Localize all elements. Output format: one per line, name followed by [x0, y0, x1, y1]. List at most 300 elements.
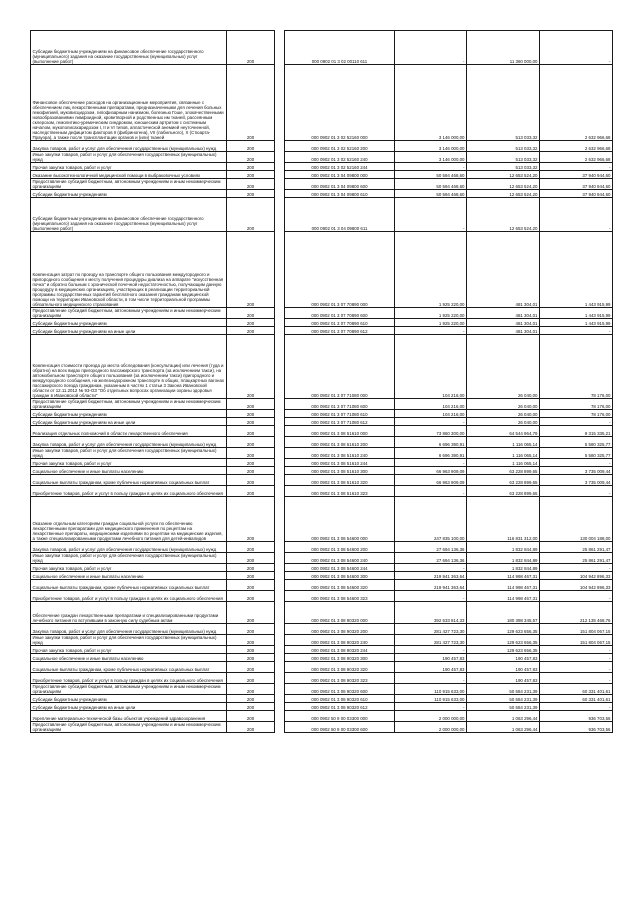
- row-unexecuted-cell: 78 176,00: [540, 399, 613, 410]
- row-code-cell: 200: [227, 335, 275, 399]
- row-kbk-cell: 000 0902 01 3 08 51610 200: [285, 437, 395, 448]
- row-code-cell: 200: [227, 467, 275, 475]
- row-kbk-cell: 000 0902 01 3 04 09800 000: [285, 171, 395, 179]
- row-kbk-cell: 000 0902 01 3 08 54600 000: [285, 497, 395, 542]
- row-name-cell: Субсидии бюджетным учреждениям на иные цели: [31, 418, 227, 426]
- row-unexecuted-cell: 37 940 944,60: [540, 190, 613, 198]
- row-unexecuted-cell: 3 735 009,44: [540, 467, 613, 475]
- row-gap-cell: [275, 695, 285, 703]
- row-code-cell: 200: [227, 152, 275, 163]
- row-approved-cell: 2 000 000,00: [395, 722, 467, 733]
- row-approved-cell: 50 594 468,60: [395, 179, 467, 190]
- row-unexecuted-cell: -: [540, 418, 613, 426]
- row-code-cell: 200: [227, 602, 275, 624]
- row-kbk-cell: 000 0902 01 3 08 90320 320: [285, 662, 395, 673]
- row-name-cell: Компенсация затрат по проезду на транспорте общего пользования междугородного и пригородного сообщения к месту получения процедуры диализа на аппарате "искусственная почка" и обратно больным с хронической почечной недостаточностью, получающим данную процедуру в медицинских организациях, участвующих в реализации территориальной программы государственных гарантий бесплатного оказания гражданам медицинской помощи на территории Ивановской области, в том числе территориальной программы обязательного медицинского страхования: [31, 232, 227, 308]
- row-code-cell: 200: [227, 635, 275, 646]
- row-approved-cell: 219 941 363,64: [395, 572, 467, 580]
- row-code-cell: 200: [227, 486, 275, 497]
- row-gap-cell: [275, 141, 285, 152]
- row-unexecuted-cell: 1 443 915,99: [540, 319, 613, 327]
- row-executed-cell: 190 457,83: [467, 654, 540, 662]
- row-kbk-cell: 000 0902 01 3 08 54600 300: [285, 572, 395, 580]
- row-executed-cell: 11 360 000,00: [467, 31, 540, 65]
- row-executed-cell: 63 228 899,65: [467, 475, 540, 486]
- row-gap-cell: [275, 580, 285, 591]
- row-executed-cell: 64 544 964,79: [467, 426, 540, 437]
- row-executed-cell: 1 063 296,44: [467, 711, 540, 722]
- row-code-cell: 200: [227, 497, 275, 542]
- row-approved-cell: -: [395, 486, 467, 497]
- row-unexecuted-cell: 104 942 896,33: [540, 580, 613, 591]
- row-executed-cell: 26 040,00: [467, 399, 540, 410]
- row-code-cell: 200: [227, 190, 275, 198]
- row-code-cell: 200: [227, 171, 275, 179]
- row-kbk-cell: 000 0902 01 3 02 52160 244: [285, 163, 395, 171]
- table-row: [31, 198, 613, 232]
- row-executed-cell: 481 304,01: [467, 327, 540, 335]
- row-unexecuted-cell: -: [540, 703, 613, 711]
- row-kbk-cell: 000 0902 01 3 08 90320 300: [285, 654, 395, 662]
- row-unexecuted-cell: -: [540, 163, 613, 171]
- row-approved-cell: 66 963 909,09: [395, 467, 467, 475]
- row-approved-cell: 190 457,83: [395, 654, 467, 662]
- row-kbk-cell: 000 0902 01 3 08 51610 323: [285, 486, 395, 497]
- table-row: [31, 31, 613, 65]
- table-row: [31, 459, 613, 467]
- table-row: [31, 654, 613, 662]
- row-kbk-cell: 000 0902 01 3 08 51610 000: [285, 426, 395, 437]
- row-code-cell: 200: [227, 580, 275, 591]
- row-name-cell: Приобретение товаров, работ и услуг в пользу граждан в целях их социального обеспечения: [31, 591, 227, 602]
- row-code-cell: 200: [227, 591, 275, 602]
- row-gap-cell: [275, 467, 285, 475]
- row-name-cell: Иные закупки товаров, работ и услуг для обеспечения государственных (муниципальных) нужд: [31, 448, 227, 459]
- row-kbk-cell: 000 0902 01 3 07 71080 600: [285, 399, 395, 410]
- row-unexecuted-cell: 936 703,56: [540, 722, 613, 733]
- row-code-cell: 200: [227, 179, 275, 190]
- row-approved-cell: 110 915 633,00: [395, 695, 467, 703]
- row-unexecuted-cell: 2 632 966,68: [540, 141, 613, 152]
- row-executed-cell: 1 116 065,14: [467, 437, 540, 448]
- row-kbk-cell: 000 0902 01 3 08 90320 244: [285, 646, 395, 654]
- row-kbk-cell: 000 0902 01 3 08 51610 300: [285, 467, 395, 475]
- row-gap-cell: [275, 399, 285, 410]
- row-kbk-cell: 000 0902 01 3 08 51610 244: [285, 459, 395, 467]
- table-row: [31, 308, 613, 319]
- row-approved-cell: 104 216,00: [395, 399, 467, 410]
- row-unexecuted-cell: 5 580 325,77: [540, 448, 613, 459]
- row-name-cell: Субсидии бюджетным учреждениям: [31, 410, 227, 418]
- row-name-cell: Социальные выплаты гражданам, кроме публичных нормативных социальных выплат: [31, 475, 227, 486]
- row-approved-cell: -: [395, 31, 467, 65]
- row-name-cell: Социальные выплаты гражданам, кроме публичных нормативных социальных выплат: [31, 580, 227, 591]
- row-gap-cell: [275, 564, 285, 572]
- row-code-cell: 200: [227, 426, 275, 437]
- row-code-cell: 200: [227, 437, 275, 448]
- row-code-cell: 200: [227, 564, 275, 572]
- row-executed-cell: 129 623 656,35: [467, 624, 540, 635]
- row-approved-cell: 1 925 220,00: [395, 232, 467, 308]
- table-row: [31, 418, 613, 426]
- row-kbk-cell: 000 0902 01 3 04 09800 611: [285, 198, 395, 232]
- table-row: [31, 542, 613, 553]
- row-unexecuted-cell: 2 632 966,68: [540, 65, 613, 141]
- row-gap-cell: [275, 437, 285, 448]
- row-kbk-cell: 000 0902 01 3 08 54600 240: [285, 553, 395, 564]
- row-kbk-cell: 000 0902 01 3 08 90320 323: [285, 673, 395, 684]
- row-name-cell: Предоставление субсидий бюджетным, автономным учреждениям и иным некоммерческим организациям: [31, 684, 227, 695]
- row-name-cell: Закупка товаров, работ и услуг для обеспечения государственных (муниципальных) нужд: [31, 437, 227, 448]
- row-approved-cell: 27 694 136,36: [395, 542, 467, 553]
- row-unexecuted-cell: -: [540, 646, 613, 654]
- row-code-cell: 200: [227, 695, 275, 703]
- table-row: [31, 426, 613, 437]
- row-executed-cell: 190 457,83: [467, 673, 540, 684]
- row-executed-cell: 513 033,32: [467, 163, 540, 171]
- row-code-cell: 200: [227, 141, 275, 152]
- row-executed-cell: 513 033,32: [467, 152, 540, 163]
- row-name-cell: Социальные выплаты гражданам, кроме публичных нормативных социальных выплат: [31, 662, 227, 673]
- row-code-cell: 200: [227, 475, 275, 486]
- table-row: [31, 335, 613, 399]
- row-approved-cell: 2 000 000,00: [395, 711, 467, 722]
- row-gap-cell: [275, 722, 285, 733]
- row-unexecuted-cell: 37 940 944,60: [540, 171, 613, 179]
- row-code-cell: 200: [227, 703, 275, 711]
- row-executed-cell: 50 584 231,39: [467, 684, 540, 695]
- row-approved-cell: 3 146 000,00: [395, 65, 467, 141]
- table-row: [31, 662, 613, 673]
- table-row: [31, 580, 613, 591]
- row-name-cell: Социальное обеспечение и иные выплаты населению: [31, 572, 227, 580]
- row-approved-cell: 392 533 814,33: [395, 602, 467, 624]
- row-kbk-cell: 000 0902 01 3 07 71080 000: [285, 335, 395, 399]
- row-kbk-cell: 000 0902 01 3 02 00110 611: [285, 31, 395, 65]
- table-row: [31, 703, 613, 711]
- row-name-cell: Финансовое обеспечение расходов на организационные мероприятия, связанные с обеспечением лиц лекарственными препаратами, предназначенными для лечения больных гемофилией, муковисцидозом, гипофизарным нанизмом, болезнью Гоше, злокачественными новообразованиями лимфоидной, кроветворной и родственных им тканей, рассеянным склерозом, гемолитико-уремическим синдромом, юношеским артритом с системным началом, мукополисахаридозом I, II и VI типов, апластической анемией неуточненной, наследственным дефицитом факторов II (фибриногена), VII (лабильного), X (Стюарта-Прауэра), а также после трансплантации органов и (или) тканей: [31, 65, 227, 141]
- row-gap-cell: [275, 662, 285, 673]
- row-gap-cell: [275, 65, 285, 141]
- row-name-cell: Субсидии бюджетным учреждениям: [31, 319, 227, 327]
- row-code-cell: 200: [227, 418, 275, 426]
- row-kbk-cell: 000 0902 01 3 08 90320 000: [285, 602, 395, 624]
- row-executed-cell: 114 998 467,31: [467, 591, 540, 602]
- row-approved-cell: 104 216,00: [395, 410, 467, 418]
- row-executed-cell: 26 040,00: [467, 418, 540, 426]
- row-unexecuted-cell: -: [540, 564, 613, 572]
- row-kbk-cell: 000 0902 01 3 08 90320 612: [285, 703, 395, 711]
- row-executed-cell: 114 998 467,31: [467, 572, 540, 580]
- row-name-cell: Субсидии бюджетным учреждениям на финансовое обеспечение государственного (муниципального) задания на оказание государственных (муниципальных) услуг (выполнение работ): [31, 31, 227, 65]
- row-code-cell: 200: [227, 399, 275, 410]
- row-executed-cell: 63 228 899,65: [467, 467, 540, 475]
- row-gap-cell: [275, 475, 285, 486]
- row-approved-cell: 247 835 100,00: [395, 497, 467, 542]
- row-code-cell: 200: [227, 542, 275, 553]
- row-executed-cell: 1 116 065,14: [467, 448, 540, 459]
- row-gap-cell: [275, 31, 285, 65]
- row-name-cell: Субсидии бюджетным учреждениям на иные цели: [31, 327, 227, 335]
- row-gap-cell: [275, 163, 285, 171]
- row-gap-cell: [275, 711, 285, 722]
- row-code-cell: 200: [227, 459, 275, 467]
- row-unexecuted-cell: 78 176,00: [540, 335, 613, 399]
- row-approved-cell: 3 146 000,00: [395, 141, 467, 152]
- row-gap-cell: [275, 654, 285, 662]
- row-name-cell: Субсидии бюджетным учреждениям: [31, 190, 227, 198]
- row-code-cell: 200: [227, 553, 275, 564]
- row-gap-cell: [275, 497, 285, 542]
- row-executed-cell: 12 653 524,20: [467, 171, 540, 179]
- row-kbk-cell: 000 0902 01 3 08 54600 244: [285, 564, 395, 572]
- row-executed-cell: 50 584 231,39: [467, 695, 540, 703]
- row-unexecuted-cell: 60 331 401,61: [540, 684, 613, 695]
- row-unexecuted-cell: 151 804 067,15: [540, 635, 613, 646]
- row-kbk-cell: 000 0902 01 3 04 09800 600: [285, 179, 395, 190]
- row-unexecuted-cell: 212 135 468,76: [540, 602, 613, 624]
- row-approved-cell: 6 696 390,91: [395, 448, 467, 459]
- row-unexecuted-cell: 1 443 915,99: [540, 308, 613, 319]
- row-kbk-cell: 000 0902 01 3 07 70890 612: [285, 327, 395, 335]
- row-kbk-cell: 000 0902 01 3 02 52160 000: [285, 65, 395, 141]
- row-name-cell: Оказание высокотехнологичной медицинской помощи в выбраковочных условиях: [31, 171, 227, 179]
- table-row: [31, 722, 613, 733]
- row-executed-cell: 180 398 345,57: [467, 602, 540, 624]
- row-code-cell: 200: [227, 65, 275, 141]
- row-gap-cell: [275, 152, 285, 163]
- row-gap-cell: [275, 486, 285, 497]
- row-code-cell: 200: [227, 308, 275, 319]
- table-row: [31, 190, 613, 198]
- row-name-cell: Иные закупки товаров, работ и услуг для обеспечения государственных (муниципальных) нужд: [31, 553, 227, 564]
- row-executed-cell: 50 584 231,39: [467, 703, 540, 711]
- table-row: [31, 141, 613, 152]
- row-approved-cell: 3 146 000,00: [395, 152, 467, 163]
- row-approved-cell: 1 925 220,00: [395, 319, 467, 327]
- row-unexecuted-cell: 936 703,56: [540, 711, 613, 722]
- row-kbk-cell: 000 0902 01 3 08 54600 200: [285, 542, 395, 553]
- row-gap-cell: [275, 426, 285, 437]
- row-approved-cell: 281 427 723,30: [395, 624, 467, 635]
- table-row: [31, 711, 613, 722]
- row-unexecuted-cell: -: [540, 198, 613, 232]
- row-executed-cell: 1 832 844,89: [467, 564, 540, 572]
- row-approved-cell: 110 915 633,00: [395, 684, 467, 695]
- row-code-cell: 200: [227, 684, 275, 695]
- row-approved-cell: -: [395, 646, 467, 654]
- row-executed-cell: 129 623 656,35: [467, 635, 540, 646]
- row-name-cell: Прочая закупка товаров, работ и услуг: [31, 646, 227, 654]
- row-approved-cell: 27 694 136,36: [395, 553, 467, 564]
- row-gap-cell: [275, 703, 285, 711]
- row-executed-cell: 481 304,01: [467, 319, 540, 327]
- row-approved-cell: 50 594 468,60: [395, 171, 467, 179]
- row-gap-cell: [275, 232, 285, 308]
- table-row: [31, 399, 613, 410]
- row-name-cell: Субсидии бюджетным учреждениям на финансовое обеспечение государственного (муниципального) задания на оказание государственных (муниципальных) услуг (выполнение работ): [31, 198, 227, 232]
- row-unexecuted-cell: -: [540, 591, 613, 602]
- row-kbk-cell: 000 0902 01 3 08 90320 600: [285, 684, 395, 695]
- row-executed-cell: 116 831 312,00: [467, 497, 540, 542]
- row-gap-cell: [275, 673, 285, 684]
- row-code-cell: 200: [227, 572, 275, 580]
- row-executed-cell: 129 623 656,35: [467, 646, 540, 654]
- row-unexecuted-cell: -: [540, 673, 613, 684]
- row-kbk-cell: 000 0902 01 3 08 90320 240: [285, 635, 395, 646]
- table-row: [31, 448, 613, 459]
- row-gap-cell: [275, 448, 285, 459]
- row-unexecuted-cell: 151 804 067,15: [540, 624, 613, 635]
- row-executed-cell: 1 832 844,89: [467, 542, 540, 553]
- row-approved-cell: 281 427 723,30: [395, 635, 467, 646]
- row-gap-cell: [275, 418, 285, 426]
- row-code-cell: 200: [227, 662, 275, 673]
- row-kbk-cell: 000 0902 50 9 00 03300 000: [285, 711, 395, 722]
- row-gap-cell: [275, 335, 285, 399]
- row-unexecuted-cell: -: [540, 654, 613, 662]
- table-row: [31, 179, 613, 190]
- row-kbk-cell: 000 0902 01 3 07 70890 600: [285, 308, 395, 319]
- row-kbk-cell: 000 0902 01 3 08 90320 610: [285, 695, 395, 703]
- table-row: [31, 467, 613, 475]
- row-name-cell: Закупка товаров, работ и услуг для обеспечения государственных (муниципальных) нужд: [31, 141, 227, 152]
- row-kbk-cell: 000 0902 01 3 08 51610 320: [285, 475, 395, 486]
- row-unexecuted-cell: -: [540, 662, 613, 673]
- row-unexecuted-cell: 60 331 401,61: [540, 695, 613, 703]
- row-approved-cell: 190 457,83: [395, 662, 467, 673]
- row-code-cell: 200: [227, 232, 275, 308]
- row-code-cell: 200: [227, 654, 275, 662]
- budget-execution-table: [30, 30, 613, 733]
- row-gap-cell: [275, 591, 285, 602]
- row-code-cell: 200: [227, 624, 275, 635]
- table-row: [31, 152, 613, 163]
- table-row: [31, 673, 613, 684]
- row-unexecuted-cell: -: [540, 327, 613, 335]
- table-row: [31, 232, 613, 308]
- row-code-cell: 200: [227, 711, 275, 722]
- table-row: [31, 327, 613, 335]
- row-gap-cell: [275, 624, 285, 635]
- row-executed-cell: 481 304,01: [467, 308, 540, 319]
- row-executed-cell: 114 998 467,31: [467, 580, 540, 591]
- table-row: [31, 475, 613, 486]
- row-code-cell: 200: [227, 410, 275, 418]
- row-approved-cell: -: [395, 564, 467, 572]
- row-approved-cell: 6 696 390,91: [395, 437, 467, 448]
- row-kbk-cell: 000 0902 01 3 08 90320 200: [285, 624, 395, 635]
- row-approved-cell: -: [395, 418, 467, 426]
- row-approved-cell: -: [395, 703, 467, 711]
- table-row: [31, 410, 613, 418]
- row-gap-cell: [275, 553, 285, 564]
- row-name-cell: Иные закупки товаров, работ и услуг для обеспечения государственных (муниципальных) нужд: [31, 635, 227, 646]
- row-unexecuted-cell: -: [540, 31, 613, 65]
- row-name-cell: Приобретение товаров, работ и услуг в пользу граждан в целях их социального обеспечения: [31, 486, 227, 497]
- row-kbk-cell: 000 0902 01 3 07 71080 610: [285, 410, 395, 418]
- row-kbk-cell: 000 0902 01 3 07 70890 000: [285, 232, 395, 308]
- row-gap-cell: [275, 171, 285, 179]
- row-kbk-cell: 000 0902 50 9 00 03300 600: [285, 722, 395, 733]
- row-executed-cell: 513 033,32: [467, 65, 540, 141]
- row-name-cell: Предоставление субсидий бюджетным, автономным учреждениям и иным некоммерческим организациям: [31, 308, 227, 319]
- row-gap-cell: [275, 635, 285, 646]
- row-code-cell: 200: [227, 31, 275, 65]
- row-name-cell: Субсидии бюджетным учреждениям: [31, 695, 227, 703]
- row-code-cell: 200: [227, 646, 275, 654]
- row-gap-cell: [275, 410, 285, 418]
- table-row: [31, 646, 613, 654]
- row-kbk-cell: 000 0902 01 3 02 52160 240: [285, 152, 395, 163]
- row-name-cell: Предоставление субсидий бюджетным, автономным учреждениям и иным некоммерческим организациям: [31, 722, 227, 733]
- row-name-cell: Социальное обеспечение и иные выплаты населению: [31, 467, 227, 475]
- row-name-cell: Компенсация стоимости проезда до места обследования (консультации) или лечения (туда и обратно) на всех видах пригородного пассажирского транспорта (за исключением такси), на автомобильном транспорте общего пользования (за исключением такси) пригородного и междугородного сообщения, на железнодорожном транспорте в общих, плацкартных вагонах пассажирского поезда гражданам, указанным в частях 1 статьи 3 Закона Ивановской области от 12.11.2012 № 93-ОЗ "Об отдельных вопросах организации охраны здоровья граждан в Ивановской области": [31, 335, 227, 399]
- row-gap-cell: [275, 319, 285, 327]
- row-approved-cell: 104 216,00: [395, 335, 467, 399]
- row-kbk-cell: 000 0902 01 3 08 54600 320: [285, 580, 395, 591]
- row-gap-cell: [275, 572, 285, 580]
- row-approved-cell: 73 860 300,00: [395, 426, 467, 437]
- row-code-cell: 200: [227, 722, 275, 733]
- row-executed-cell: 12 653 524,20: [467, 179, 540, 190]
- table-row: [31, 65, 613, 141]
- row-kbk-cell: 000 0902 01 3 08 54600 323: [285, 591, 395, 602]
- row-executed-cell: 1 063 296,44: [467, 722, 540, 733]
- row-code-cell: 200: [227, 448, 275, 459]
- table-row: [31, 591, 613, 602]
- row-approved-cell: -: [395, 673, 467, 684]
- table-row: [31, 486, 613, 497]
- table-row: [31, 635, 613, 646]
- row-unexecuted-cell: 130 004 188,00: [540, 497, 613, 542]
- table-row: [31, 695, 613, 703]
- table-row: [31, 624, 613, 635]
- table-row: [31, 553, 613, 564]
- row-executed-cell: 1 832 844,89: [467, 553, 540, 564]
- row-approved-cell: 219 941 363,64: [395, 580, 467, 591]
- row-executed-cell: 190 457,83: [467, 662, 540, 673]
- row-name-cell: Предоставление субсидий бюджетным, автономным учреждениям и иным некоммерческим организациям: [31, 179, 227, 190]
- row-unexecuted-cell: -: [540, 486, 613, 497]
- row-executed-cell: 12 653 524,20: [467, 190, 540, 198]
- table-row: [31, 684, 613, 695]
- row-approved-cell: 50 594 468,60: [395, 190, 467, 198]
- row-name-cell: Реализация отдельных полномочий в области лекарственного обеспечения: [31, 426, 227, 437]
- row-gap-cell: [275, 602, 285, 624]
- table-row: [31, 319, 613, 327]
- row-unexecuted-cell: 25 861 291,47: [540, 553, 613, 564]
- row-kbk-cell: 000 0902 01 3 07 70890 610: [285, 319, 395, 327]
- row-code-cell: 200: [227, 327, 275, 335]
- table-row: [31, 163, 613, 171]
- row-unexecuted-cell: 5 580 325,77: [540, 437, 613, 448]
- row-name-cell: Приобретение товаров, работ и услуг в пользу граждан в целях их социального обеспечения: [31, 673, 227, 684]
- row-name-cell: Обеспечение граждан лекарственными препаратами и специализированными продуктами лечебного питания по вступившим в законную силу судебным актам: [31, 602, 227, 624]
- row-executed-cell: 1 116 065,14: [467, 459, 540, 467]
- row-gap-cell: [275, 327, 285, 335]
- row-name-cell: Прочая закупка товаров, работ и услуг: [31, 163, 227, 171]
- table-row: [31, 572, 613, 580]
- row-name-cell: Субсидии бюджетным учреждениям на иные цели: [31, 703, 227, 711]
- row-gap-cell: [275, 308, 285, 319]
- row-executed-cell: 26 040,00: [467, 335, 540, 399]
- row-unexecuted-cell: 78 176,00: [540, 410, 613, 418]
- row-executed-cell: 513 033,32: [467, 141, 540, 152]
- row-gap-cell: [275, 198, 285, 232]
- row-unexecuted-cell: 2 632 966,68: [540, 152, 613, 163]
- table-row: [31, 171, 613, 179]
